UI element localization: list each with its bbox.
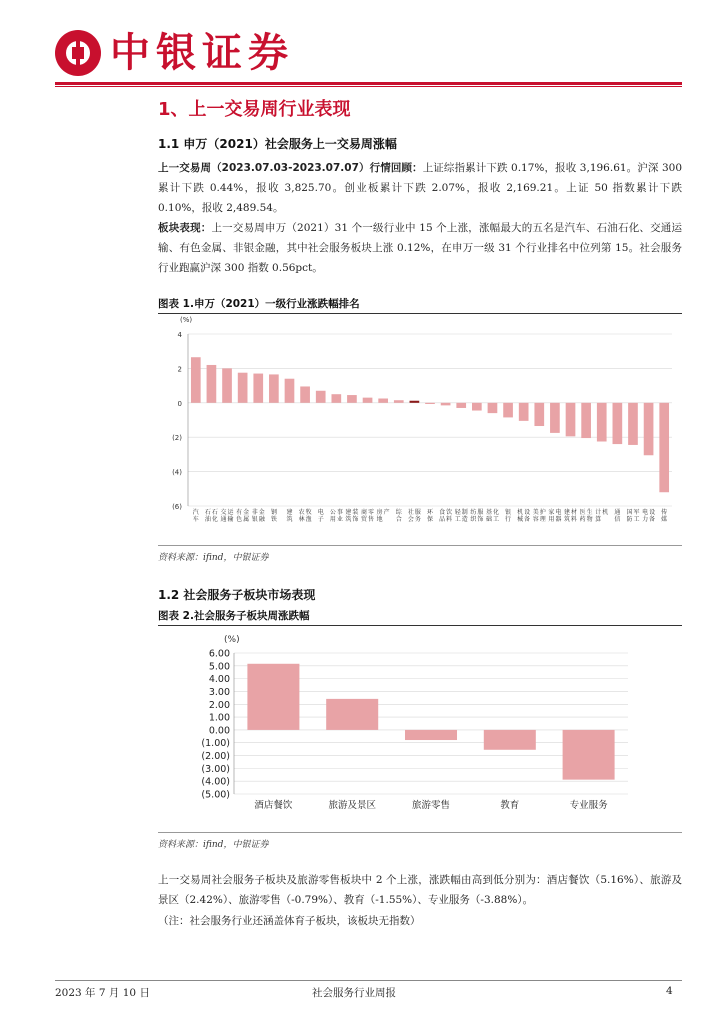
chart2-ytick-label: (4.00) xyxy=(201,776,230,788)
subsection-title-1: 1.1 申万（2021）社会服务上一交易周涨幅 xyxy=(158,137,397,151)
chart1-xtick-label: 房地产 xyxy=(376,509,390,523)
chart1-xtick-label: 银行 xyxy=(505,509,512,523)
chart1-xtick-label: 计算机 xyxy=(595,509,609,523)
chart1-xtick-label: 纺织服饰 xyxy=(470,509,484,523)
chart1-xtick-label: 环保 xyxy=(426,509,434,523)
chart1-bar xyxy=(503,403,513,418)
chart1-bar xyxy=(534,403,544,426)
chart1-bar xyxy=(425,403,435,404)
chart2-bar xyxy=(484,730,536,750)
chart1-bar xyxy=(644,403,654,455)
chart1-bar xyxy=(363,398,373,403)
paragraph-sector-performance xyxy=(158,218,682,278)
chart2-ytick-label: 4.00 xyxy=(208,674,230,686)
chart1-bar xyxy=(238,373,248,403)
chart1-bar xyxy=(253,374,263,403)
chart2-bar xyxy=(326,699,378,730)
chart1-bar xyxy=(269,374,279,402)
chart1-bar xyxy=(519,403,529,421)
figure-2-source: 资料来源：ifind，中银证券 xyxy=(158,840,269,850)
chart1-xtick-label: 传媒 xyxy=(661,509,668,523)
paragraph-market-review-text: 上证综指累计下跌 0.17%，报收 3,196.61。沪深 300 累计下跌 0.44%，报收 3,825.70。创业板累计下跌 2.07%，报收 2,169.21。上证 50 指数累计下跌 0.10%，报收 2,489.54。 xyxy=(158,162,682,214)
chart2-bar xyxy=(405,730,457,740)
chart1-bar xyxy=(300,386,310,402)
brand-logo-square xyxy=(72,47,84,59)
chart1-ytick-label: (2) xyxy=(172,434,182,443)
chart1-bar xyxy=(488,403,498,413)
chart1-xtick-label: 商贸零售 xyxy=(361,509,375,523)
figure-1-bottom-rule xyxy=(158,545,682,546)
chart2-xtick-label: 专业服务 xyxy=(569,800,608,811)
chart1-ytick-label: 0 xyxy=(177,399,182,408)
chart1-bar xyxy=(191,357,201,403)
paragraph-sector-performance-text: 上一交易周申万（2021）31 个一级行业中 15 个上涨，涨幅最大的五名是汽车、石油石化、交通运输、有色金属、非银金融，其中社会服务板块上涨 0.12%，在申万一级 31 个行业排名中位列第 15。社会服务行业跑赢沪深 300 指数 0.56pct。 xyxy=(158,222,682,274)
footer-title: 社会服务行业周报 xyxy=(312,987,396,999)
chart1-bar xyxy=(394,400,404,403)
chart1-xtick-label: 建筑材料 xyxy=(564,509,578,523)
chart1-xtick-label: 交通运输 xyxy=(220,509,234,523)
paragraph-subsector-summary: 上一交易周社会服务子板块及旅游零售板块中 2 个上涨，涨跌幅由高到低分别为：酒店餐饮（5.16%）、旅游及景区（2.42%）、旅游零售（-0.79%）、教育（-1.55%）、专业服务（-3.88%）。 xyxy=(158,874,682,906)
chart1-xtick-label: 美容护理 xyxy=(532,509,546,523)
chart1-bar xyxy=(316,391,326,403)
chart2-ytick-label: 6.00 xyxy=(208,648,230,660)
chart1-xtick-label: 家用电器 xyxy=(548,509,562,523)
chart1-bar xyxy=(597,403,607,442)
chart2-bar xyxy=(247,664,299,730)
chart2-xtick-label: 酒店餐饮 xyxy=(254,800,293,811)
paragraph-market-review xyxy=(158,158,682,218)
figure-1-chart xyxy=(158,314,682,544)
chart2-ytick-label: 3.00 xyxy=(208,686,230,698)
footer-page-number: 4 xyxy=(666,985,673,997)
footer-date: 2023 年 7 月 10 日 xyxy=(55,987,150,999)
brand-name: 中银证券 xyxy=(110,30,294,76)
chart1-ytick-label: (4) xyxy=(172,468,182,477)
chart1-xtick-label: 有色金属 xyxy=(236,509,250,523)
section-title: 1、上一交易周行业表现 xyxy=(158,99,351,120)
chart1-ytick-label: 2 xyxy=(177,365,182,374)
chart1-bar xyxy=(285,379,295,403)
subsection-title-2: 1.2 社会服务子板块市场表现 xyxy=(158,588,316,602)
figure-2-bottom-rule xyxy=(158,832,682,833)
chart1-xtick-label: 国防军工 xyxy=(626,509,640,523)
chart2-ytick-label: 2.00 xyxy=(208,699,230,711)
chart1-xtick-label: 建筑 xyxy=(286,509,293,523)
chart1-xtick-label: 钢铁 xyxy=(270,509,277,523)
chart1-xtick-label: 基础化工 xyxy=(485,509,499,523)
chart1-bar xyxy=(613,403,623,444)
chart1-bar xyxy=(347,395,357,403)
chart1-xtick-label: 公用事业 xyxy=(329,509,343,523)
header-rule xyxy=(55,82,682,85)
chart1-ytick-label: (6) xyxy=(172,503,182,511)
chart2-ylabel: (%) xyxy=(224,635,240,645)
chart1-xtick-label: 社会服务 xyxy=(407,509,421,523)
chart1-xtick-label: 医药生物 xyxy=(579,509,593,523)
chart2-ytick-label: 5.00 xyxy=(208,661,230,673)
chart1-bar xyxy=(441,403,451,406)
chart1-xtick-label: 电力设备 xyxy=(642,509,656,523)
chart1-bar xyxy=(456,403,466,408)
chart1-xtick-label: 轻工制造 xyxy=(454,509,468,523)
chart1-xtick-label: 综合 xyxy=(395,509,402,523)
chart1-xtick-label: 石油石化 xyxy=(204,509,218,523)
chart2-ytick-label: 0.00 xyxy=(208,725,230,737)
chart2-ytick-label: 1.00 xyxy=(208,712,230,724)
chart2-xtick-label: 教育 xyxy=(500,800,520,811)
chart1-bar xyxy=(566,403,576,437)
chart2-xtick-label: 旅游零售 xyxy=(411,800,451,811)
footer-rule xyxy=(55,980,682,981)
paragraph-note: （注：社会服务行业还涵盖体育子板块，该板块无指数） xyxy=(158,915,421,927)
chart2-xtick-label: 旅游及景区 xyxy=(328,800,376,811)
chart1-bar xyxy=(410,401,420,403)
header-rule-thin xyxy=(55,86,682,87)
figure-2-chart xyxy=(158,626,682,831)
paragraph-market-review-label: 上一交易周（2023.07.03-2023.07.07）行情回顾： xyxy=(158,162,423,174)
chart2-ytick-label: (2.00) xyxy=(201,751,230,763)
chart1-xtick-label: 汽车 xyxy=(192,509,199,523)
chart1-bar xyxy=(222,368,232,402)
chart2-ytick-label: (1.00) xyxy=(201,738,230,750)
figure-1-source: 资料来源：ifind，中银证券 xyxy=(158,553,269,563)
chart1-bar xyxy=(378,399,388,403)
chart1-xtick-label: 建筑装饰 xyxy=(345,509,359,523)
chart1-bar xyxy=(628,403,638,445)
chart1-xtick-label: 电子 xyxy=(317,509,324,523)
paragraph-sector-performance-label: 板块表现： xyxy=(158,222,212,234)
chart1-bar xyxy=(659,403,669,492)
figure-1-title: 图表 1.申万（2021）一级行业涨跌幅排名 xyxy=(158,298,360,310)
chart1-xtick-label: 农林牧渔 xyxy=(298,509,312,523)
chart1-ytick-label: 4 xyxy=(177,331,182,339)
figure-2-title: 图表 2.社会服务子板块周涨跌幅 xyxy=(158,610,310,622)
chart2-ytick-label: (3.00) xyxy=(201,763,230,775)
chart1-ylabel: (%) xyxy=(180,316,193,324)
chart1-bar xyxy=(581,403,591,438)
chart1-xtick-label: 食品饮料 xyxy=(439,509,453,523)
chart2-bar xyxy=(563,730,615,780)
chart1-bar xyxy=(207,365,217,403)
chart1-xtick-label: 通信 xyxy=(614,509,621,523)
chart1-xtick-label: 机械设备 xyxy=(517,509,531,523)
chart2-ytick-label: (5.00) xyxy=(201,789,230,801)
chart1-bar xyxy=(331,394,341,403)
chart1-bar xyxy=(550,403,560,433)
chart1-xtick-label: 非银金融 xyxy=(251,509,265,523)
chart1-bar xyxy=(472,403,482,411)
